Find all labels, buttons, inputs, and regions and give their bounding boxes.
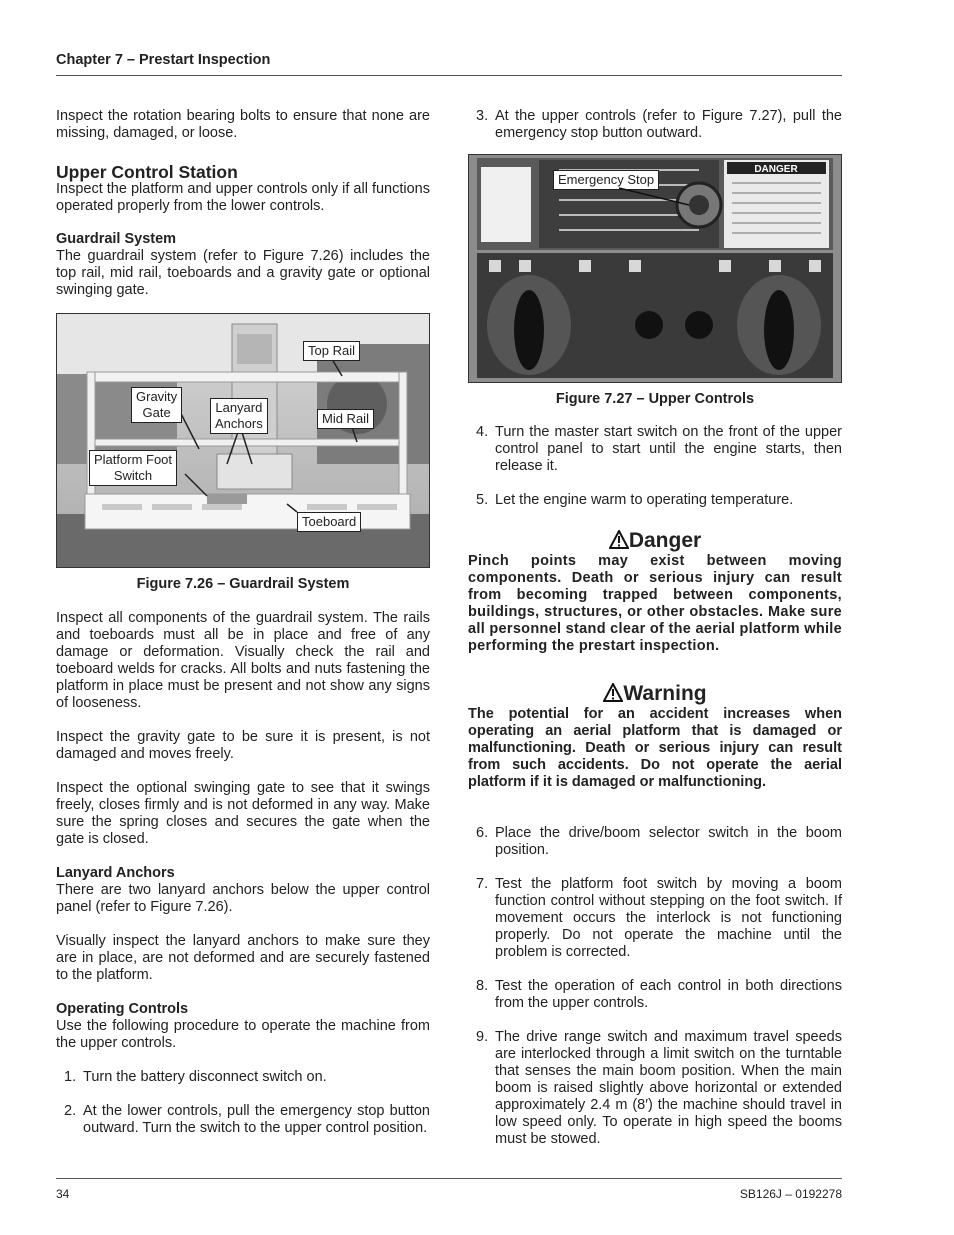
chapter-header: Chapter 7 – Prestart Inspection: [56, 52, 271, 68]
warning-text: The potential for an accident increases when operating an aerial platform that is damaged or malfunctioning. Death or serious injury can result from such accidents. Do not operate the aerial platform if it is damaged or malfunctioning.: [468, 706, 842, 790]
danger-heading: Danger: [468, 529, 842, 553]
figure-7-27-caption: Figure 7.27 – Upper Controls: [555, 391, 755, 407]
figure-upper-controls-photo: [468, 154, 842, 383]
inspect-swinging-gate-paragraph: Inspect the optional swinging gate to see that it swings freely, closes firmly and is not deformed in any way. Make sure the spring closes and secures the gate when the gate is closed.: [56, 780, 430, 847]
label-gravity-gate: Gravity Gate: [131, 387, 182, 423]
step-7: 7. Test the platform foot switch by moving a boom function control without stepping on the foot switch. If movement occurs the interlock is not functioning properly. Do not operate the machine until the problem is corrected.: [476, 876, 842, 960]
label-emergency-stop: Emergency Stop: [553, 170, 659, 190]
page-number: 34: [56, 1187, 70, 1201]
step-1: 1. Turn the battery disconnect switch on.: [64, 1069, 327, 1085]
inspect-gravity-gate-paragraph: Inspect the gravity gate to be sure it is present, is not damaged and moves freely.: [56, 729, 430, 762]
steps-list-right-bottom: [468, 825, 842, 1148]
danger-warning-icon: [609, 530, 629, 549]
warning-heading: Warning: [468, 682, 842, 706]
step-9: 9. The drive range switch and maximum travel speeds are interlocked through a limit switch on the turntable that senses the main boom position. When the main boom is raised slightly above horizontal or extended approximately 2.4 m (8′) the machine should travel in low speed only. To operate in high speed the booms must be stowed.: [476, 1029, 842, 1147]
danger-text: Pinch points may exist between moving components. Death or serious injury can result from becoming trapped between components, buildings, structures, or other obstacles. Make sure all personnel stand clear of the aerial platform while performing the prestart inspection.: [468, 553, 842, 654]
step-5: 5. Let the engine warm to operating temperature.: [476, 492, 794, 508]
panel-danger-text: DANGER: [754, 164, 798, 175]
inspect-components-paragraph: Inspect all components of the guardrail system. The rails and toeboards must all be in place and free of any damage or deformation. Visually check the rail and toeboard welds for cracks. All bolts and nuts fastening the platform in place must be present and not show any signs of looseness.: [56, 610, 430, 711]
label-toeboard: Toeboard: [297, 512, 361, 532]
step-4: 4. Turn the master start switch on the front of the upper control panel to start until the engine starts, then release it.: [476, 424, 842, 474]
lanyard-anchors-paragraph: There are two lanyard anchors below the upper control panel (refer to Figure 7.26).: [56, 882, 430, 915]
step-6: 6. Place the drive/boom selector switch in the boom position.: [476, 825, 842, 858]
warning-icon: [603, 683, 623, 702]
emergency-stop-leader-line: [469, 155, 841, 382]
guardrail-heading: Guardrail System: [56, 231, 177, 247]
steps-list-left: [56, 1069, 430, 1137]
operating-controls-paragraph: Use the following procedure to operate the machine from the upper controls.: [56, 1018, 430, 1051]
guardrail-photo-illustration: [57, 314, 429, 567]
header-rule: [56, 75, 842, 76]
guardrail-paragraph: The guardrail system (refer to Figure 7.26) includes the top rail, mid rail, toeboards and a gravity gate or optional swinging gate.: [56, 248, 430, 298]
label-top-rail: Top Rail: [303, 341, 360, 361]
step-3: 3. At the upper controls (refer to Figure 7.27), pull the emergency stop button outward.: [476, 108, 842, 141]
label-mid-rail: Mid Rail: [317, 409, 374, 429]
steps-list-right-top: [468, 108, 842, 142]
upper-control-station-heading: Upper Control Station: [56, 162, 238, 182]
operating-controls-heading: Operating Controls: [56, 1001, 189, 1017]
right-column: [468, 108, 842, 1148]
step-2: 2. At the lower controls, pull the emergency stop button outward. Turn the switch to the upper control position.: [64, 1103, 430, 1136]
label-platform-foot-switch: Platform Foot Switch: [89, 450, 177, 486]
upper-control-paragraph: Inspect the platform and upper controls only if all functions operated properly from the lower controls.: [56, 181, 430, 214]
lanyard-inspect-paragraph: Visually inspect the lanyard anchors to make sure they are in place, are not deformed and are securely fastened to the platform.: [56, 933, 430, 983]
footer-rule: [56, 1178, 842, 1179]
intro-paragraph: Inspect the rotation bearing bolts to ensure that none are missing, damaged, or loose.: [56, 108, 430, 141]
step-8: 8. Test the operation of each control in both directions from the upper controls.: [476, 978, 842, 1011]
steps-list-right-mid: [468, 424, 842, 509]
document-number: SB126J – 0192278: [739, 1187, 842, 1201]
figure-7-26-caption: Figure 7.26 – Guardrail System: [136, 576, 350, 592]
figure-guardrail-photo: [56, 313, 430, 568]
left-column: [56, 108, 430, 1137]
lanyard-anchors-heading: Lanyard Anchors: [56, 865, 175, 881]
label-lanyard-anchors: Lanyard Anchors: [210, 398, 268, 434]
